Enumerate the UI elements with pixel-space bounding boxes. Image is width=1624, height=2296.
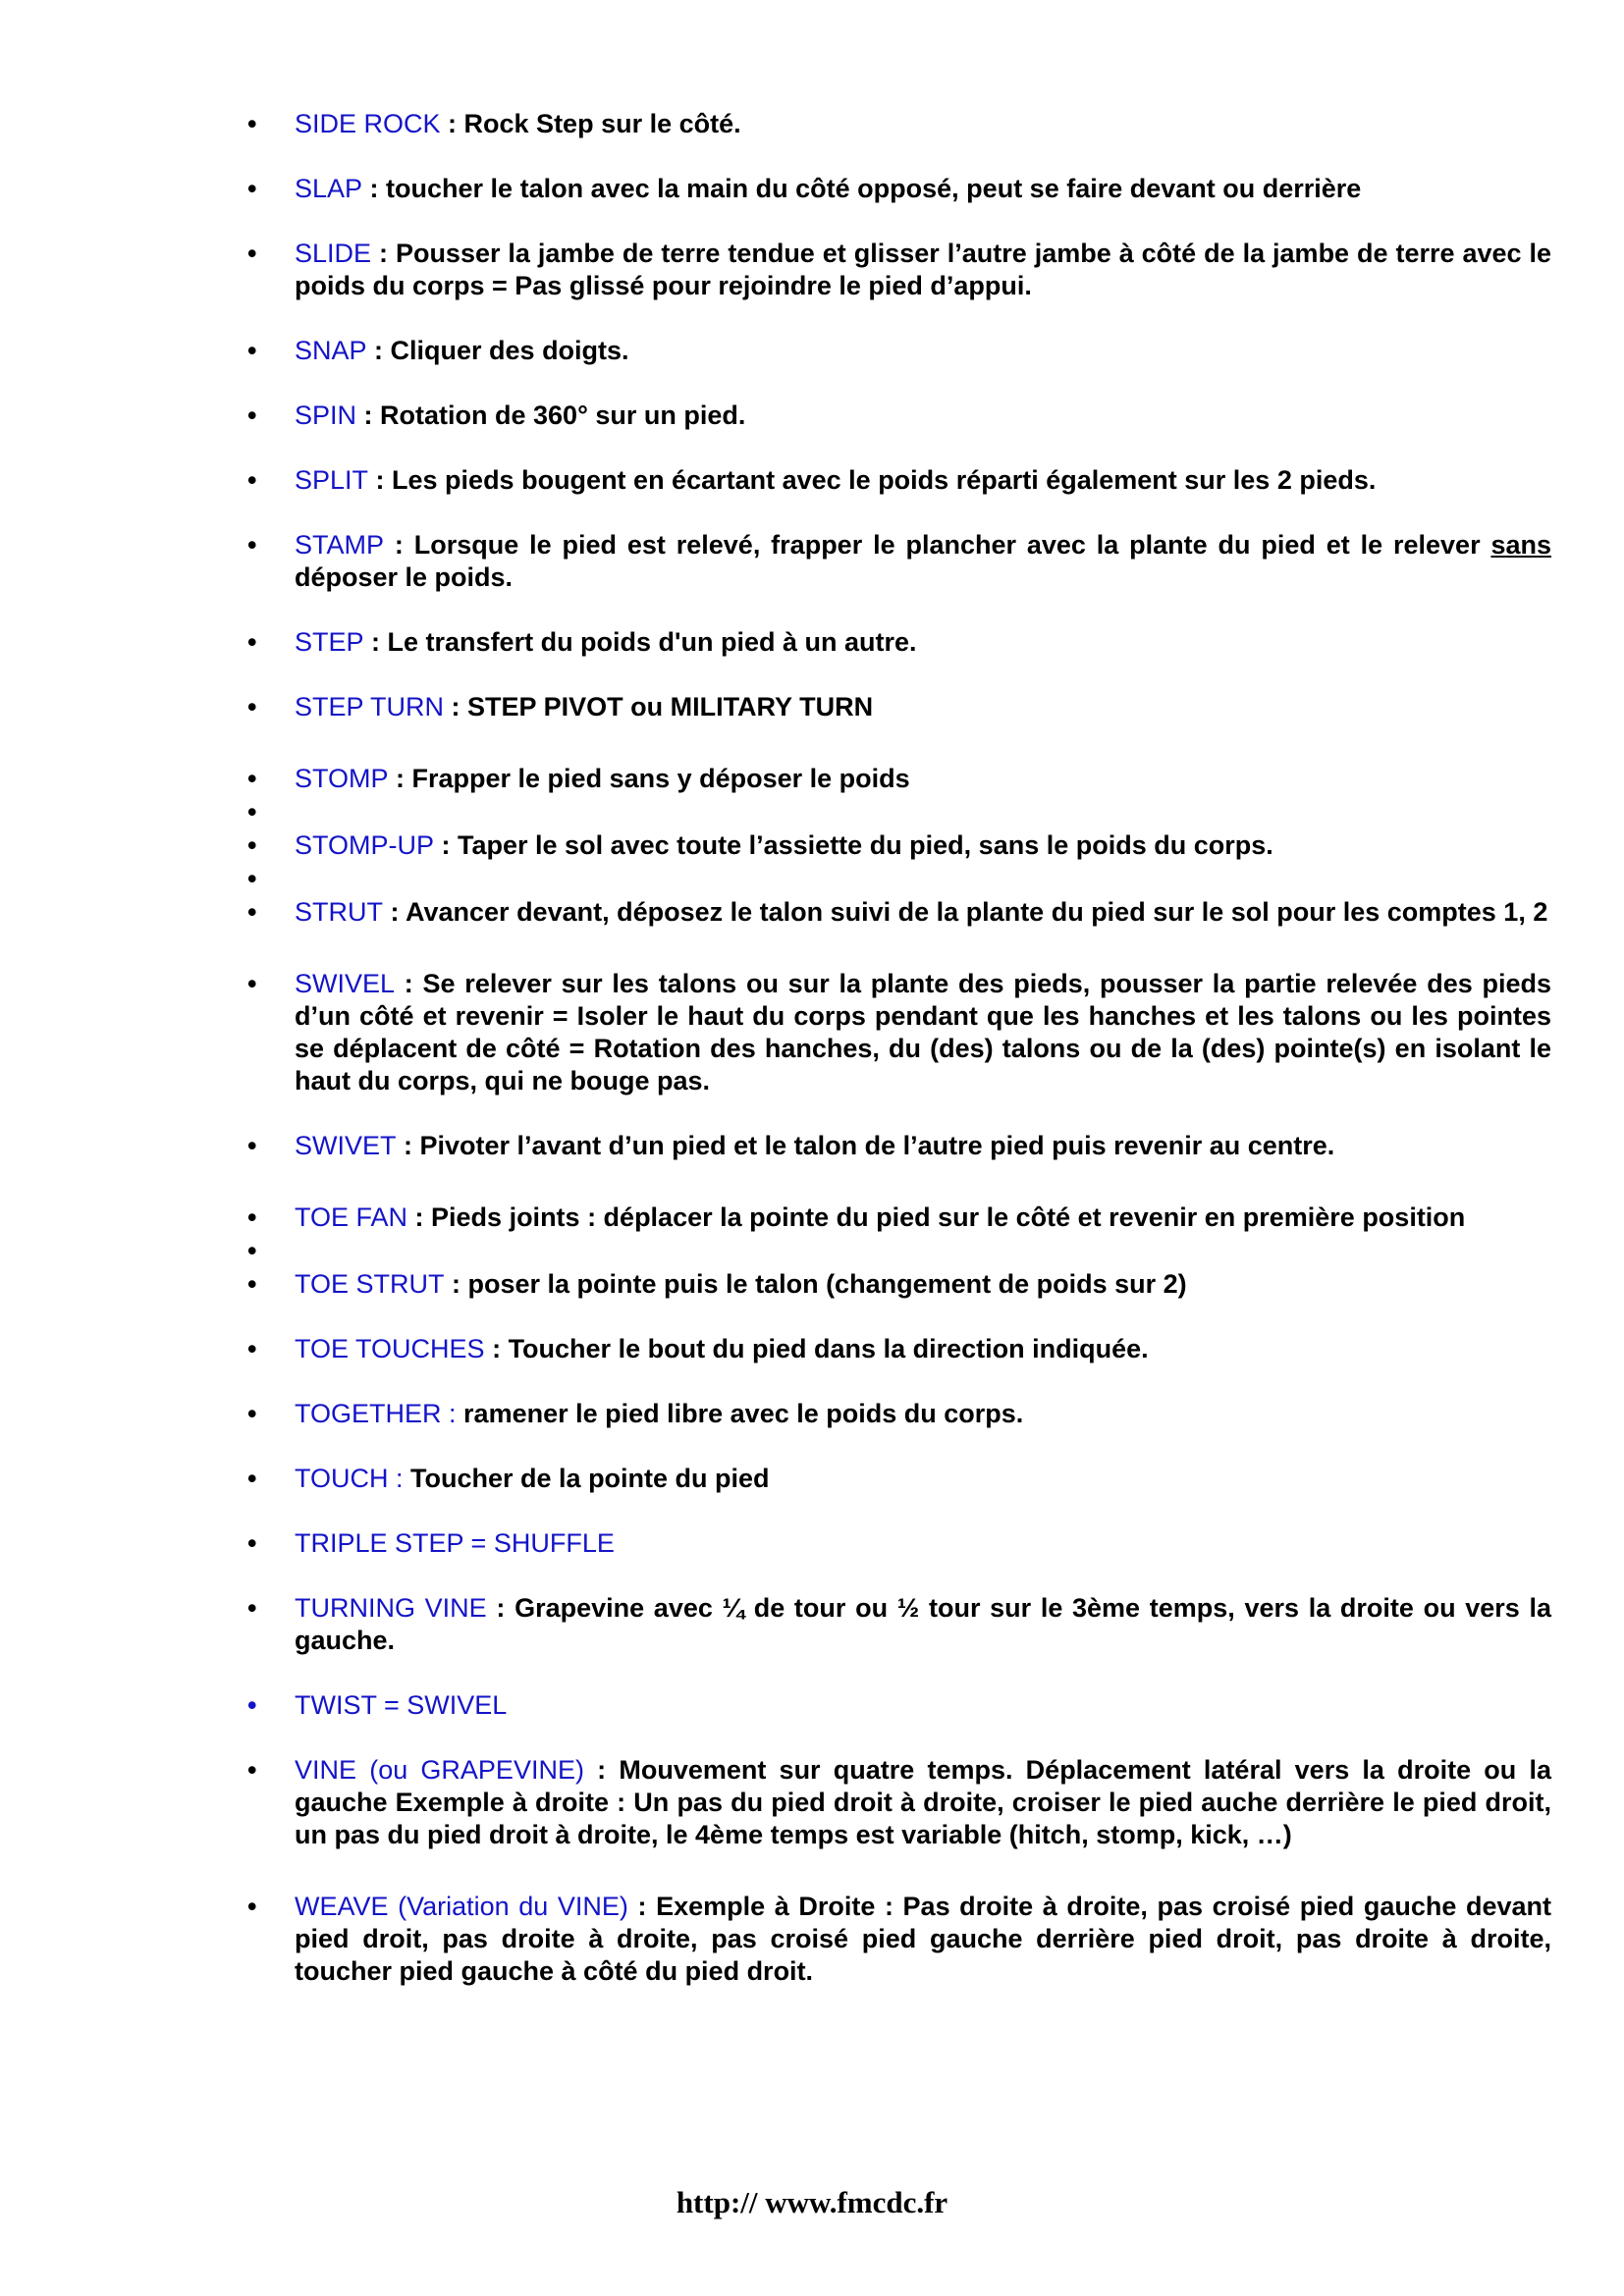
entry-term: STOMP-UP [295,830,435,860]
entry-definition: Grapevine avec ¼ de tour ou ½ tour sur le 3ème temps, vers la droite ou vers la gauche. [295,1593,1551,1655]
entry-definition: Taper le sol avec toute l’assiette du pied, sans le poids du corps. [458,830,1273,860]
entry-term: SNAP [295,336,367,365]
bullet-icon: • [247,1269,257,1299]
glossary-entry [245,529,1551,594]
bullet-icon: • [247,692,257,721]
bullet-icon: • [247,627,257,657]
entry-term: TOUCH : [295,1464,404,1493]
entry-definition: Mouvement sur quatre temps. Déplacement latéral vers la droite ou la gauche Exemple à droite : Un pas du pied droit à droite, croiser le pied auche derrière le pied droit, un pas du pied droit à droite, le 4ème temps est variable (hitch, stomp, kick, …) [295,1755,1551,1849]
glossary-entry [245,400,1551,432]
glossary-entry [245,626,1551,659]
entry-term: VINE (ou GRAPEVINE) [295,1755,584,1785]
bullet-icon: • [247,1892,257,1921]
entry-separator: : [440,109,464,138]
entry-term: SWIVEL [295,969,396,998]
entry-term: TOGETHER : [295,1399,457,1428]
bullet-icon: • [247,1528,257,1558]
glossary-entry [245,1268,1551,1301]
entry-definition: Toucher de la pointe du pied [410,1464,770,1493]
glossary-list [245,108,1551,1988]
glossary-entry [245,238,1551,302]
glossary-entry [245,108,1551,140]
glossary-entry [245,896,1551,929]
bullet-icon: • [247,530,257,560]
entry-separator: : [444,1269,468,1299]
entry-definition: Pousser la jambe de terre tendue et glisser l’autre jambe à côté de la jambe de terre avec le poids du corps = Pas glissé pour rejoindre le pied d’appui. [295,239,1551,300]
bullet-icon: • [247,336,257,365]
bullet-icon: • [247,174,257,203]
entry-separator: : [395,969,423,998]
entry-term: SPIN [295,400,357,430]
bullet-icon: • [247,764,257,793]
glossary-entry [245,1201,1551,1234]
bullet-icon: • [247,1755,257,1785]
entry-term: SWIVET [295,1131,397,1160]
entry-definition: STEP PIVOT ou MILITARY TURN [467,692,874,721]
entry-definition: Les pieds bougent en écartant avec le poids réparti également sur les 2 pieds. [392,465,1377,495]
bullet-icon: • [247,239,257,268]
entry-separator: : [444,692,468,721]
entry-definition: Rock Step sur le côté. [463,109,741,138]
entry-definition: Exemple à Droite : Pas droite à droite, pas croisé pied gauche devant pied droit, pas droite à droite, pas croisé pied gauche derrière pied droit, pas droite à droite, toucher pied gauche à côté du pied droit. [295,1892,1551,1986]
entry-definition: Rotation de 360° sur un pied. [380,400,746,430]
entry-separator: : [371,239,396,268]
entry-term: STOMP [295,764,389,793]
bullet-icon: • [247,1399,257,1428]
glossary-entry [245,464,1551,497]
entry-separator: : [383,897,406,927]
glossary-entry [245,1891,1551,1988]
glossary-entry [245,691,1551,723]
bullet-icon: • [247,1236,257,1265]
empty-list-item [245,796,1551,828]
empty-list-item [245,1235,1551,1267]
entry-definition: Pivoter l’avant d’un pied et le talon de l’autre pied puis revenir au centre. [419,1131,1335,1160]
entry-definition: ramener le pied libre avec le poids du corps. [463,1399,1024,1428]
entry-term: TOE STRUT [295,1269,445,1299]
glossary-entry [245,1689,1551,1722]
entry-separator: : [366,336,391,365]
entry-term: STEP [295,627,364,657]
glossary-entry [245,1592,1551,1657]
underlined-word: sans [1490,530,1551,560]
entry-term: SPLIT [295,465,369,495]
entry-separator: : [407,1202,432,1232]
footer-url: http:// www.fmcdc.fr [676,2185,948,2219]
bullet-icon: • [247,400,257,430]
entry-term: STEP TURN [295,692,445,721]
entry-term: TWIST = SWIVEL [295,1690,508,1720]
entry-term: SLAP [295,174,363,203]
entry-term: SLIDE [295,239,372,268]
entry-separator: : [486,1593,515,1623]
bullet-icon: • [247,864,257,893]
glossary-entry [245,1527,1551,1560]
entry-term: STRUT [295,897,383,927]
entry-separator: : [396,1131,420,1160]
entry-term: WEAVE (Variation du VINE) [295,1892,628,1921]
entry-separator: : [363,627,388,657]
glossary-entry [245,1754,1551,1851]
entry-definition: déposer le poids. [295,562,514,592]
bullet-icon: • [247,830,257,860]
glossary-entry [245,173,1551,205]
bullet-icon: • [247,969,257,998]
entry-definition: Le transfert du poids d'un pied à un autre. [387,627,917,657]
glossary-entry [245,763,1551,795]
entry-term: TOE FAN [295,1202,408,1232]
bullet-icon: • [247,1464,257,1493]
entry-definition: poser la pointe puis le talon (changement de poids sur 2) [467,1269,1187,1299]
entry-definition: Avancer devant, déposez le talon suivi de la plante du pied sur le sol pour les comptes 1, 2 [406,897,1548,927]
glossary-entry [245,1398,1551,1430]
glossary-entry [245,829,1551,862]
entry-term: TOE TOUCHES [295,1334,485,1363]
entry-definition: Lorsque le pied est relevé, frapper le plancher avec la plante du pied et le relever [413,530,1491,560]
entry-definition: Toucher le bout du pied dans la direction indiquée. [508,1334,1149,1363]
bullet-icon: • [247,1334,257,1363]
bullet-icon: • [247,797,257,827]
entry-separator: : [484,1334,509,1363]
entry-term: TURNING VINE [295,1593,487,1623]
bullet-icon: • [247,465,257,495]
entry-separator: : [583,1755,620,1785]
entry-separator: : [388,764,412,793]
glossary-entry [245,1333,1551,1365]
entry-separator: : [356,400,381,430]
entry-separator: : [627,1892,657,1921]
entry-separator: : [434,830,459,860]
bullet-icon: • [247,1690,257,1720]
glossary-entry [245,968,1551,1097]
entry-definition: Pieds joints : déplacer la pointe du pied sur le côté et revenir en première position [431,1202,1466,1232]
entry-separator: : [384,530,414,560]
entry-separator: : [362,174,387,203]
bullet-icon: • [247,109,257,138]
entry-definition: Se relever sur les talons ou sur la plante des pieds, pousser la partie relevée des pieds d’un côté et revenir = Isoler le haut du corps pendant que les hanches et les talons ou les pointes se déplacent de côté = Rotation des hanches, du (des) talons ou de la (des) pointe(s) en isolant le haut du corps, qui ne bouge pas. [295,969,1551,1095]
entry-definition: Cliquer des doigts. [390,336,629,365]
glossary-entry [245,1130,1551,1162]
bullet-icon: • [247,1131,257,1160]
entry-term: TRIPLE STEP = SHUFFLE [295,1528,615,1558]
empty-list-item [245,863,1551,895]
entry-separator: : [368,465,393,495]
entry-term: STAMP [295,530,385,560]
entry-definition: Frapper le pied sans y déposer le poids [411,764,910,793]
entry-separator [404,1464,411,1493]
entry-definition: toucher le talon avec la main du côté opposé, peut se faire devant ou derrière [386,174,1362,203]
bullet-icon: • [247,1593,257,1623]
bullet-icon: • [247,1202,257,1232]
glossary-entry [245,1463,1551,1495]
bullet-icon: • [247,897,257,927]
glossary-entry [245,335,1551,367]
entry-separator [457,1399,464,1428]
entry-term: SIDE ROCK [295,109,441,138]
